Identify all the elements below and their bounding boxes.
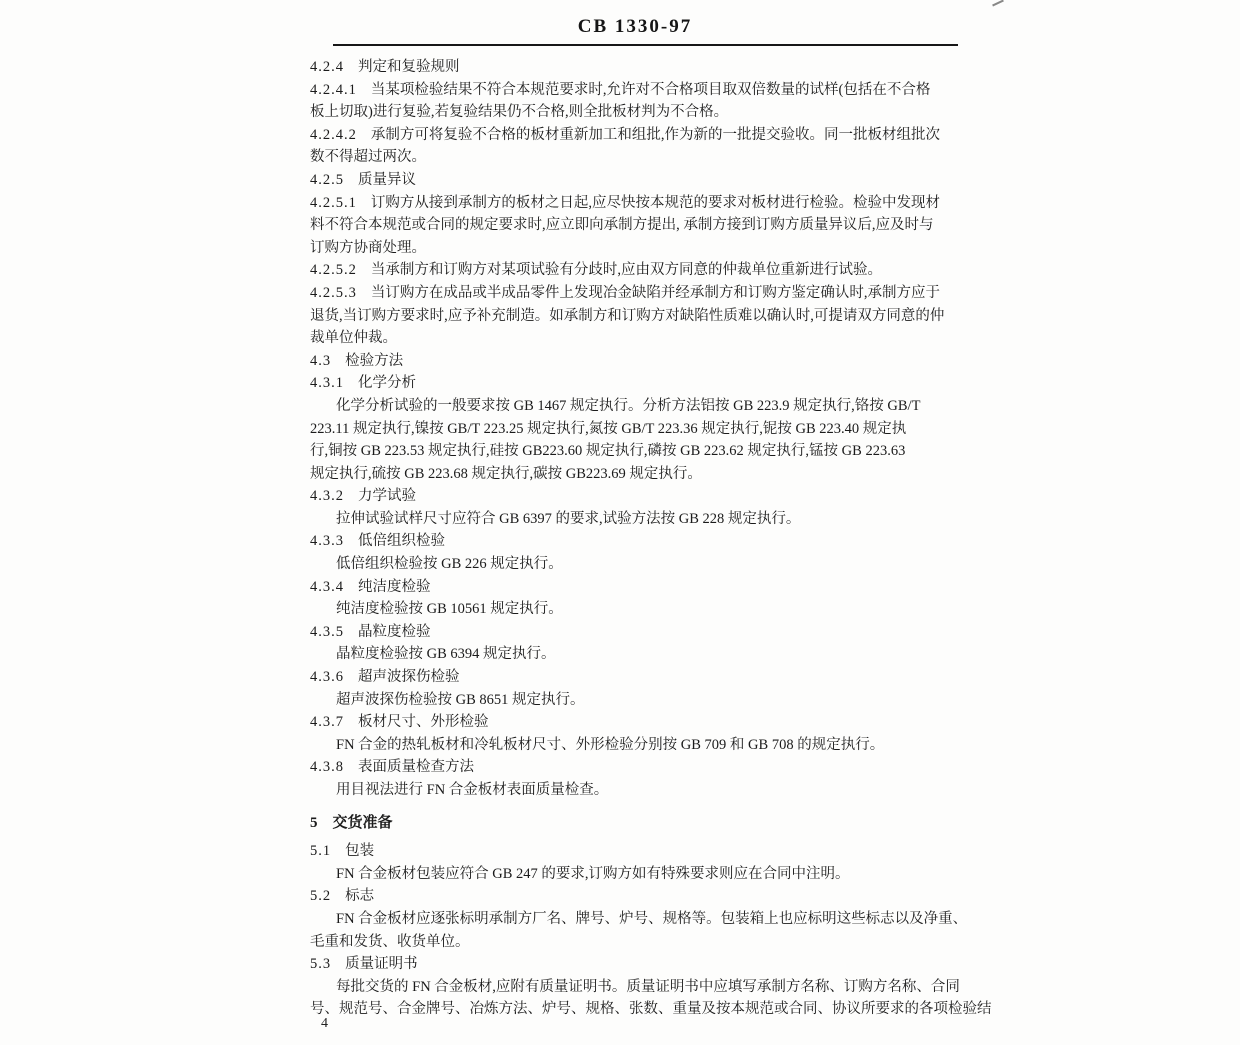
- text-line: [310, 908, 975, 931]
- clause-title: 化学分析: [358, 375, 416, 392]
- line-text: 规定执行,硫按 GB 223.68 规定执行,碳按 GB223.69 规定执行。: [310, 465, 702, 482]
- clause-4.2.5.3: [310, 282, 975, 350]
- text-line: [310, 327, 975, 350]
- text-line: [310, 79, 975, 102]
- scan-artifact: [992, 0, 1004, 6]
- line-text: 承制方可将复验不合格的板材重新加工和组批,作为新的一批提交验收。同一批板材组批次: [370, 126, 940, 143]
- clause-4.2.4.2: [310, 124, 975, 169]
- paragraph-9: [310, 395, 975, 485]
- paragraph-28: [310, 908, 975, 953]
- clause-4.3.2: [310, 485, 975, 508]
- clause-heading-line: [310, 169, 975, 192]
- line-text: 当订购方在成品或半成品零件上发现冶金缺陷并经承制方和订购方鉴定确认时,承制方应于: [370, 284, 940, 301]
- clause-number: 4.3.7: [310, 714, 344, 731]
- clause-5.2: [310, 885, 975, 908]
- clause-5.3: [310, 953, 975, 976]
- line-text: 超声波探伤检验按 GB 8651 规定执行。: [336, 691, 585, 708]
- clause-number: 5: [310, 814, 319, 831]
- text-line: [310, 779, 975, 802]
- paragraph-11: [310, 508, 975, 531]
- clause-4.3.8: [310, 756, 975, 779]
- clause-heading-line: [310, 350, 975, 373]
- text-line: [310, 440, 975, 463]
- line-text: 料不符合本规范或合同的规定要求时,应立即向承制方提出, 承制方接到订购方质量异议后,应及时与: [310, 217, 934, 234]
- clause-heading-line: [310, 812, 975, 835]
- clause-4.3.4: [310, 576, 975, 599]
- line-text: 裁单位仲裁。: [310, 330, 397, 347]
- line-text: 低倍组织检验按 GB 226 规定执行。: [336, 556, 563, 573]
- clause-4.2.4.1: [310, 79, 975, 124]
- clause-number: 4.2.5: [310, 171, 344, 188]
- line-text: 拉伸试验试样尺寸应符合 GB 6397 的要求,试验方法按 GB 228 规定执行。: [336, 510, 801, 527]
- clause-title: 质量证明书: [345, 956, 418, 973]
- clause-number: 4.2.4.2: [310, 126, 357, 143]
- text-line: [310, 598, 975, 621]
- clause-4.3.5: [310, 621, 975, 644]
- text-line: [310, 689, 975, 712]
- line-text: 纯洁度检验按 GB 10561 规定执行。: [336, 601, 563, 618]
- text-line: [310, 259, 975, 282]
- clause-title: 质量异议: [358, 171, 416, 188]
- clause-title: 板材尺寸、外形检验: [358, 714, 489, 731]
- clause-5.1: [310, 840, 975, 863]
- line-text: 板上切取)进行复验,若复验结果仍不合格,则全批板材判为不合格。: [310, 104, 729, 121]
- line-text: 订购方协商处理。: [310, 239, 426, 256]
- text-line: [310, 124, 975, 147]
- line-text: FN 合金的热轧板材和冷轧板材尺寸、外形检验分别按 GB 709 和 GB 708 的规定执行。: [336, 736, 885, 753]
- line-text: 晶粒度检验按 GB 6394 规定执行。: [336, 646, 556, 663]
- text-line: [310, 146, 975, 169]
- clause-title: 表面质量检查方法: [358, 759, 474, 776]
- clause-heading-line: [310, 372, 975, 395]
- line-text: 号、规范号、合金牌号、冶炼方法、炉号、规格、张数、重量及按本规范或合同、协议所要求的各项检验结: [310, 1001, 992, 1018]
- clause-number: 4.3.6: [310, 669, 344, 686]
- text-line: [310, 976, 975, 999]
- clause-number: 4.3.8: [310, 759, 344, 776]
- text-line: [310, 553, 975, 576]
- clause-number: 4.2.5.1: [310, 194, 357, 211]
- standard-code: CB 1330-97: [577, 16, 693, 37]
- clause-title: 标志: [345, 888, 375, 905]
- line-text: 毛重和发货、收货单位。: [310, 933, 470, 950]
- clause-heading-line: [310, 953, 975, 976]
- clause-4.3.3: [310, 530, 975, 553]
- clause-heading-line: [310, 756, 975, 779]
- clause-number: 5.3: [310, 956, 332, 973]
- line-text: 每批交货的 FN 合金板材,应附有质量证明书。质量证明书中应填写承制方名称、订购方名称、合同: [336, 978, 960, 995]
- line-text: 用目视法进行 FN 合金板材表面质量检查。: [336, 782, 609, 798]
- clause-title: 低倍组织检验: [358, 533, 445, 550]
- text-line: [310, 931, 975, 954]
- text-line: [310, 643, 975, 666]
- clause-number: 5.1: [310, 843, 332, 860]
- paragraph-30: [310, 976, 992, 1021]
- line-text: 223.11 规定执行,镍按 GB/T 223.25 规定执行,氮按 GB/T 223.36 规定执行,铌按 GB 223.40 规定执: [310, 420, 907, 437]
- text-line: [310, 508, 975, 531]
- clause-title: 交货准备: [332, 814, 393, 831]
- text-line: [310, 734, 975, 757]
- paragraph-13: [310, 553, 975, 576]
- clause-heading-line: [310, 885, 975, 908]
- clause-title: 检验方法: [345, 352, 404, 369]
- line-text: 退货,当订购方要求时,应予补充制造。如承制方和订购方对缺陷性质难以确认时,可提请双方同意的仲: [310, 307, 945, 324]
- text-line: [310, 192, 975, 215]
- clause-number: 4.2.4.1: [310, 81, 357, 98]
- clause-heading-line: [310, 666, 975, 689]
- line-text: 当某项检验结果不符合本规范要求时,允许对不合格项目取双倍数量的试样(包括在不合格: [370, 81, 931, 98]
- line-text: 订购方从接到承制方的板材之日起,应尽快按本规范的要求对板材进行检验。检验中发现材: [370, 194, 940, 211]
- clause-4.2.4: [310, 56, 975, 79]
- clause-4.2.5: [310, 169, 975, 192]
- text-line: [310, 305, 975, 328]
- clause-number: 4.3.5: [310, 623, 344, 640]
- clause-heading-line: [310, 485, 975, 508]
- clause-heading-line: [310, 840, 975, 863]
- clause-4.3.1: [310, 372, 975, 395]
- text-line: [310, 237, 975, 260]
- clause-number: 4.2.4: [310, 59, 344, 75]
- clause-heading-line: [310, 621, 975, 644]
- clause-title: 纯洁度检验: [358, 578, 431, 595]
- text-line: [310, 863, 975, 886]
- paragraph-17: [310, 643, 975, 666]
- clause-number: 5.2: [310, 888, 332, 905]
- clause-title: 判定和复验规则: [358, 59, 460, 75]
- clause-5: [310, 812, 975, 835]
- text-line: [310, 101, 975, 124]
- line-text: FN 合金板材应逐张标明承制方厂名、牌号、炉号、规格等。包装箱上也应标明这些标志以及净重、: [336, 910, 968, 927]
- clause-number: 4.3.3: [310, 533, 344, 550]
- paragraph-21: [310, 734, 975, 757]
- clause-number: 4.2.5.2: [310, 262, 357, 279]
- paragraph-23: [310, 779, 975, 802]
- text-line: [310, 418, 975, 441]
- line-text: 行,铜按 GB 223.53 规定执行,硅按 GB223.60 规定执行,磷按 GB 223.62 规定执行,锰按 GB 223.63: [310, 443, 906, 460]
- line-text: FN 合金板材包装应符合 GB 247 的要求,订购方如有特殊要求则应在合同中注明。: [336, 865, 850, 882]
- paragraph-15: [310, 598, 975, 621]
- clause-title: 晶粒度检验: [358, 623, 431, 640]
- clause-4.3: [310, 350, 975, 373]
- clause-4.2.5.2: [310, 259, 975, 282]
- clause-heading-line: [310, 711, 975, 734]
- clause-number: 4.3: [310, 352, 332, 369]
- paragraph-26: [310, 863, 975, 886]
- text-line: [310, 395, 975, 418]
- document-body: [310, 56, 992, 1021]
- clause-4.3.7: [310, 711, 975, 734]
- clause-4.2.5.1: [310, 192, 975, 260]
- clause-title: 超声波探伤检验: [358, 669, 460, 686]
- text-line: [310, 282, 975, 305]
- page-number: 4: [321, 1016, 328, 1031]
- clause-4.3.6: [310, 666, 975, 689]
- clause-number: 4.2.5.3: [310, 284, 357, 301]
- clause-title: 力学试验: [358, 488, 416, 505]
- header-rule: [333, 44, 958, 46]
- line-text: 当承制方和订购方对某项试验有分歧时,应由双方同意的仲裁单位重新进行试验。: [370, 262, 882, 279]
- clause-number: 4.3.1: [310, 375, 344, 392]
- clause-title: 包装: [345, 843, 375, 860]
- text-line: [310, 214, 975, 237]
- clause-number: 4.3.4: [310, 578, 344, 595]
- clause-number: 4.3.2: [310, 488, 344, 505]
- clause-heading-line: [310, 56, 975, 79]
- paragraph-19: [310, 689, 975, 712]
- clause-heading-line: [310, 576, 975, 599]
- clause-heading-line: [310, 530, 975, 553]
- text-line: [310, 463, 975, 486]
- line-text: 化学分析试验的一般要求按 GB 1467 规定执行。分析方法铝按 GB 223.9 规定执行,铬按 GB/T: [336, 397, 921, 414]
- text-line: [310, 998, 992, 1021]
- line-text: 数不得超过两次。: [310, 149, 426, 166]
